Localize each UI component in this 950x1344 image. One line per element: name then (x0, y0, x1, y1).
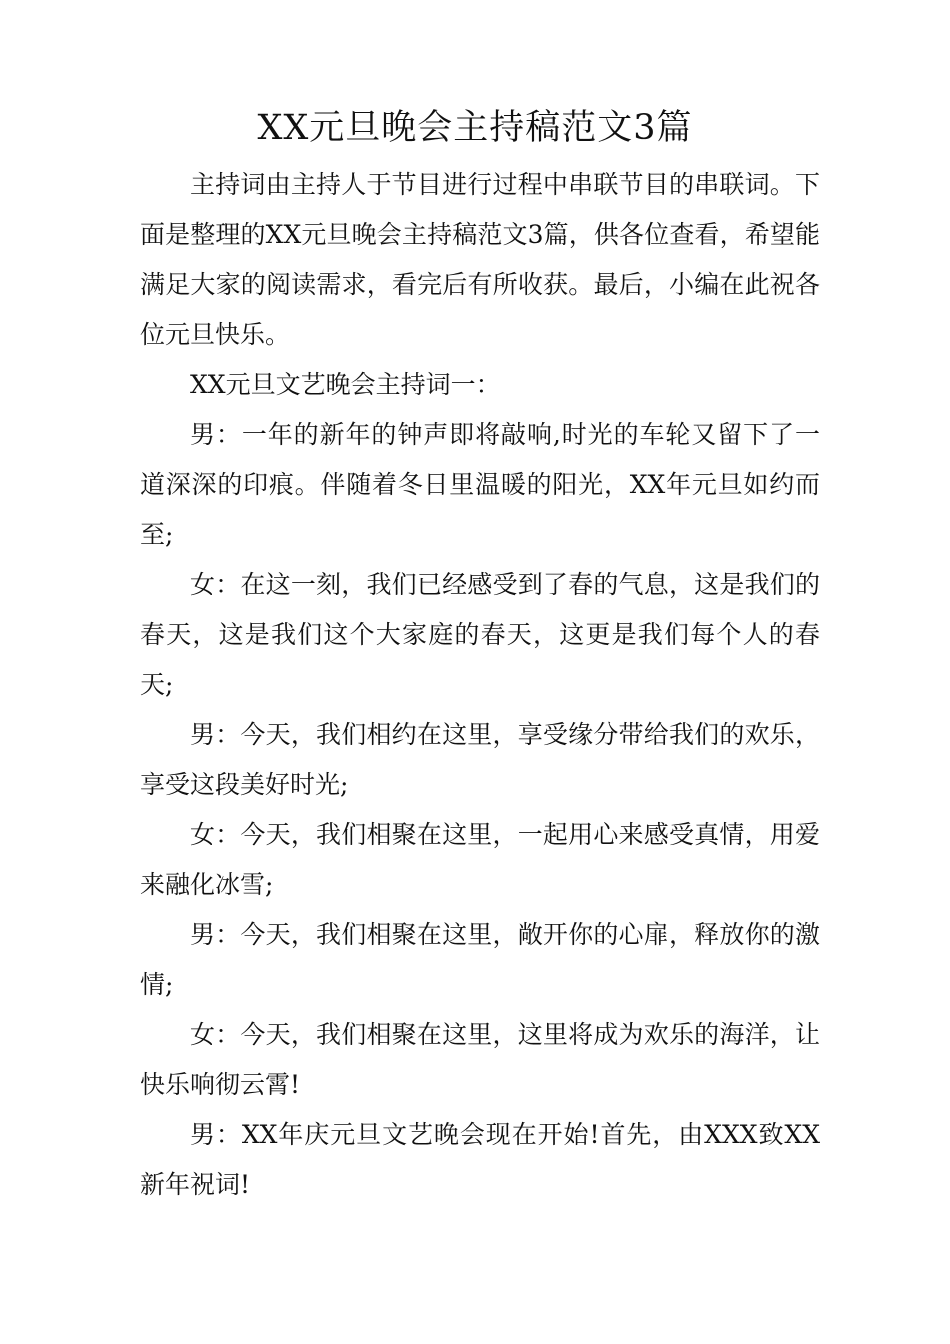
document-title: XX元旦晚会主持稿范文3篇 (257, 108, 693, 148)
paragraph-female-line-3: 女：今天，我们相聚在这里，这里将成为欢乐的海洋，让快乐响彻云霄! (140, 1020, 820, 1099)
paragraph-female-line-1: 女：在这一刻，我们已经感受到了春的气息，这是我们的春天，这是我们这个大家庭的春天，这更是我们每个人的春天; (140, 570, 820, 699)
paragraph-female-line-2: 女：今天，我们相聚在这里，一起用心来感受真情，用爱来融化冰雪; (140, 820, 820, 899)
paragraph-male-line-1: 男：一年的新年的钟声即将敲响,时光的车轮又留下了一道深深的印痕。伴随着冬日里温暖的阳光，XX年元旦如约而至; (140, 420, 820, 549)
paragraph-male-line-4: 男：XX年庆元旦文艺晚会现在开始!首先，由XXX致XX新年祝词! (140, 1120, 820, 1199)
paragraph-male-line-3: 男：今天，我们相聚在这里，敞开你的心扉，释放你的激情; (140, 920, 820, 999)
document-body (140, 160, 820, 1210)
paragraph-male-line-2: 男：今天，我们相约在这里，享受缘分带给我们的欢乐，享受这段美好时光; (140, 720, 820, 799)
paragraph-section-heading: XX元旦文艺晚会主持词一： (190, 370, 501, 399)
paragraph-intro: 主持词由主持人于节目进行过程中串联节目的串联词。下面是整理的XX元旦晚会主持稿范文3篇，供各位查看，希望能满足大家的阅读需求，看完后有所收获。最后，小编在此祝各位元旦快乐。 (140, 170, 820, 349)
